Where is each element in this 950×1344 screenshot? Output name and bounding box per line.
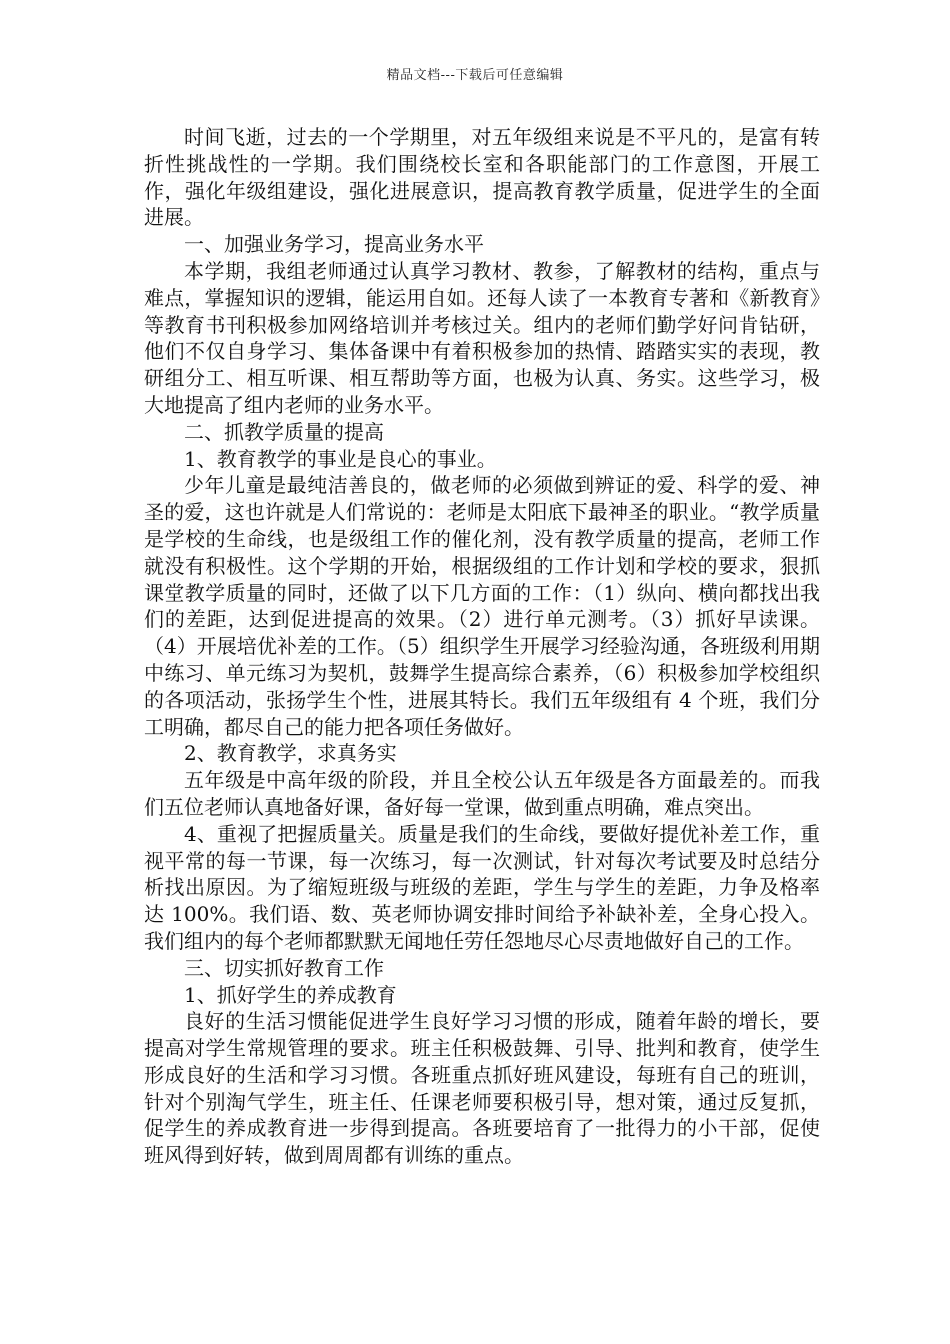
section-heading-1: 一、加强业务学习，提高业务水平	[184, 232, 484, 257]
body-paragraph: 少年儿童是最纯洁善良的，做老师的必须做到辨证的爱、科学的爱、神圣的爱，这也许就是人们常说的：老师是太阳底下最神圣的职业。“教学质量是学校的生命线，也是级组工作的催化剂，没有教学质量的提高，老师工作就没有积极性。这个学期的开始，根据级组的工作计划和学校的要求，狠抓课堂教学质量的同时，还做了以下几方面的工作：（1）纵向、横向都找出我们的差距，达到促进提高的效果。（2）进行单元测考。（3）抓好早读课。（4）开展培优补差的工作。（5）组织学生开展学习经验沟通，各班级利用期中练习、单元练习为契机，鼓舞学生提高综合素养，（6）积极参加学校组织的各项活动，张扬学生个性，进展其特长。我们五年级组有 4 个班，我们分工明确，都尽自己的能力把各项任务做好。	[144, 473, 820, 739]
section-heading-3: 三、切实抓好教育工作	[184, 955, 384, 980]
body-paragraph: 五年级是中高年级的阶段，并且全校公认五年级是各方面最差的。而我们五位老师认真地备好课，备好每一堂课，做到重点明确，难点突出。	[144, 768, 820, 819]
body-paragraph: 4、重视了把握质量关。质量是我们的生命线，要做好提优补差工作，重视平常的每一节课，每一次练习，每一次测试，针对每次考试要及时总结分析找出原因。为了缩短班级与班级的差距，学生与学生的差距，力争及格率达 100%。我们语、数、英老师协调安排时间给予补缺补差，全身心投入。我们组内的每个老师都默默无闻地任劳任怨地尽心尽责地做好自己的工作。	[144, 821, 820, 953]
subheading-2-1: 1、教育教学的事业是良心的事业。	[184, 446, 497, 471]
body-paragraph: 本学期，我组老师通过认真学习教材、教参，了解教材的结构，重点与难点，掌握知识的逻辑，能运用自如。还每人读了一本教育专著和《新教育》等教育书刊积极参加网络培训并考核过关。组内的老师们勤学好问肯钻研，他们不仅自身学习、集体备课中有着积极参加的热情、踏踏实实的表现，教研组分工、相互听课、相互帮助等方面，也极为认真、务实。这些学习，极大地提高了组内老师的业务水平。	[144, 258, 820, 417]
body-paragraph: 良好的生活习惯能促进学生良好学习习惯的形成，随着年龄的增长，要提高对学生常规管理的要求。班主任积极鼓舞、引导、批判和教育，使学生形成良好的生活和学习习惯。各班重点抓好班风建设，每班有自己的班训，针对个别淘气学生，班主任、任课老师要积极引导，想对策，通过反复抓，促学生的养成教育进一步得到提高。各班要培育了一批得力的小干部，促使班风得到好转，做到周周都有训练的重点。	[144, 1009, 820, 1168]
intro-paragraph: 时间飞逝，过去的一个学期里，对五年级组来说是不平凡的，是富有转折性挑战性的一学期。我们围绕校长室和各职能部门的工作意图，开展工作，强化年级组建设，强化进展意识，提高教育教学质量，促进学生的全面进展。	[144, 125, 820, 230]
section-heading-2: 二、抓教学质量的提高	[184, 419, 384, 444]
subheading-2-2: 2、教育教学，求真务实	[184, 741, 397, 766]
page-header: 精品文档---下载后可任意编辑	[386, 68, 564, 83]
subheading-3-1: 1、抓好学生的养成教育	[184, 982, 397, 1007]
document-body	[144, 124, 820, 1169]
